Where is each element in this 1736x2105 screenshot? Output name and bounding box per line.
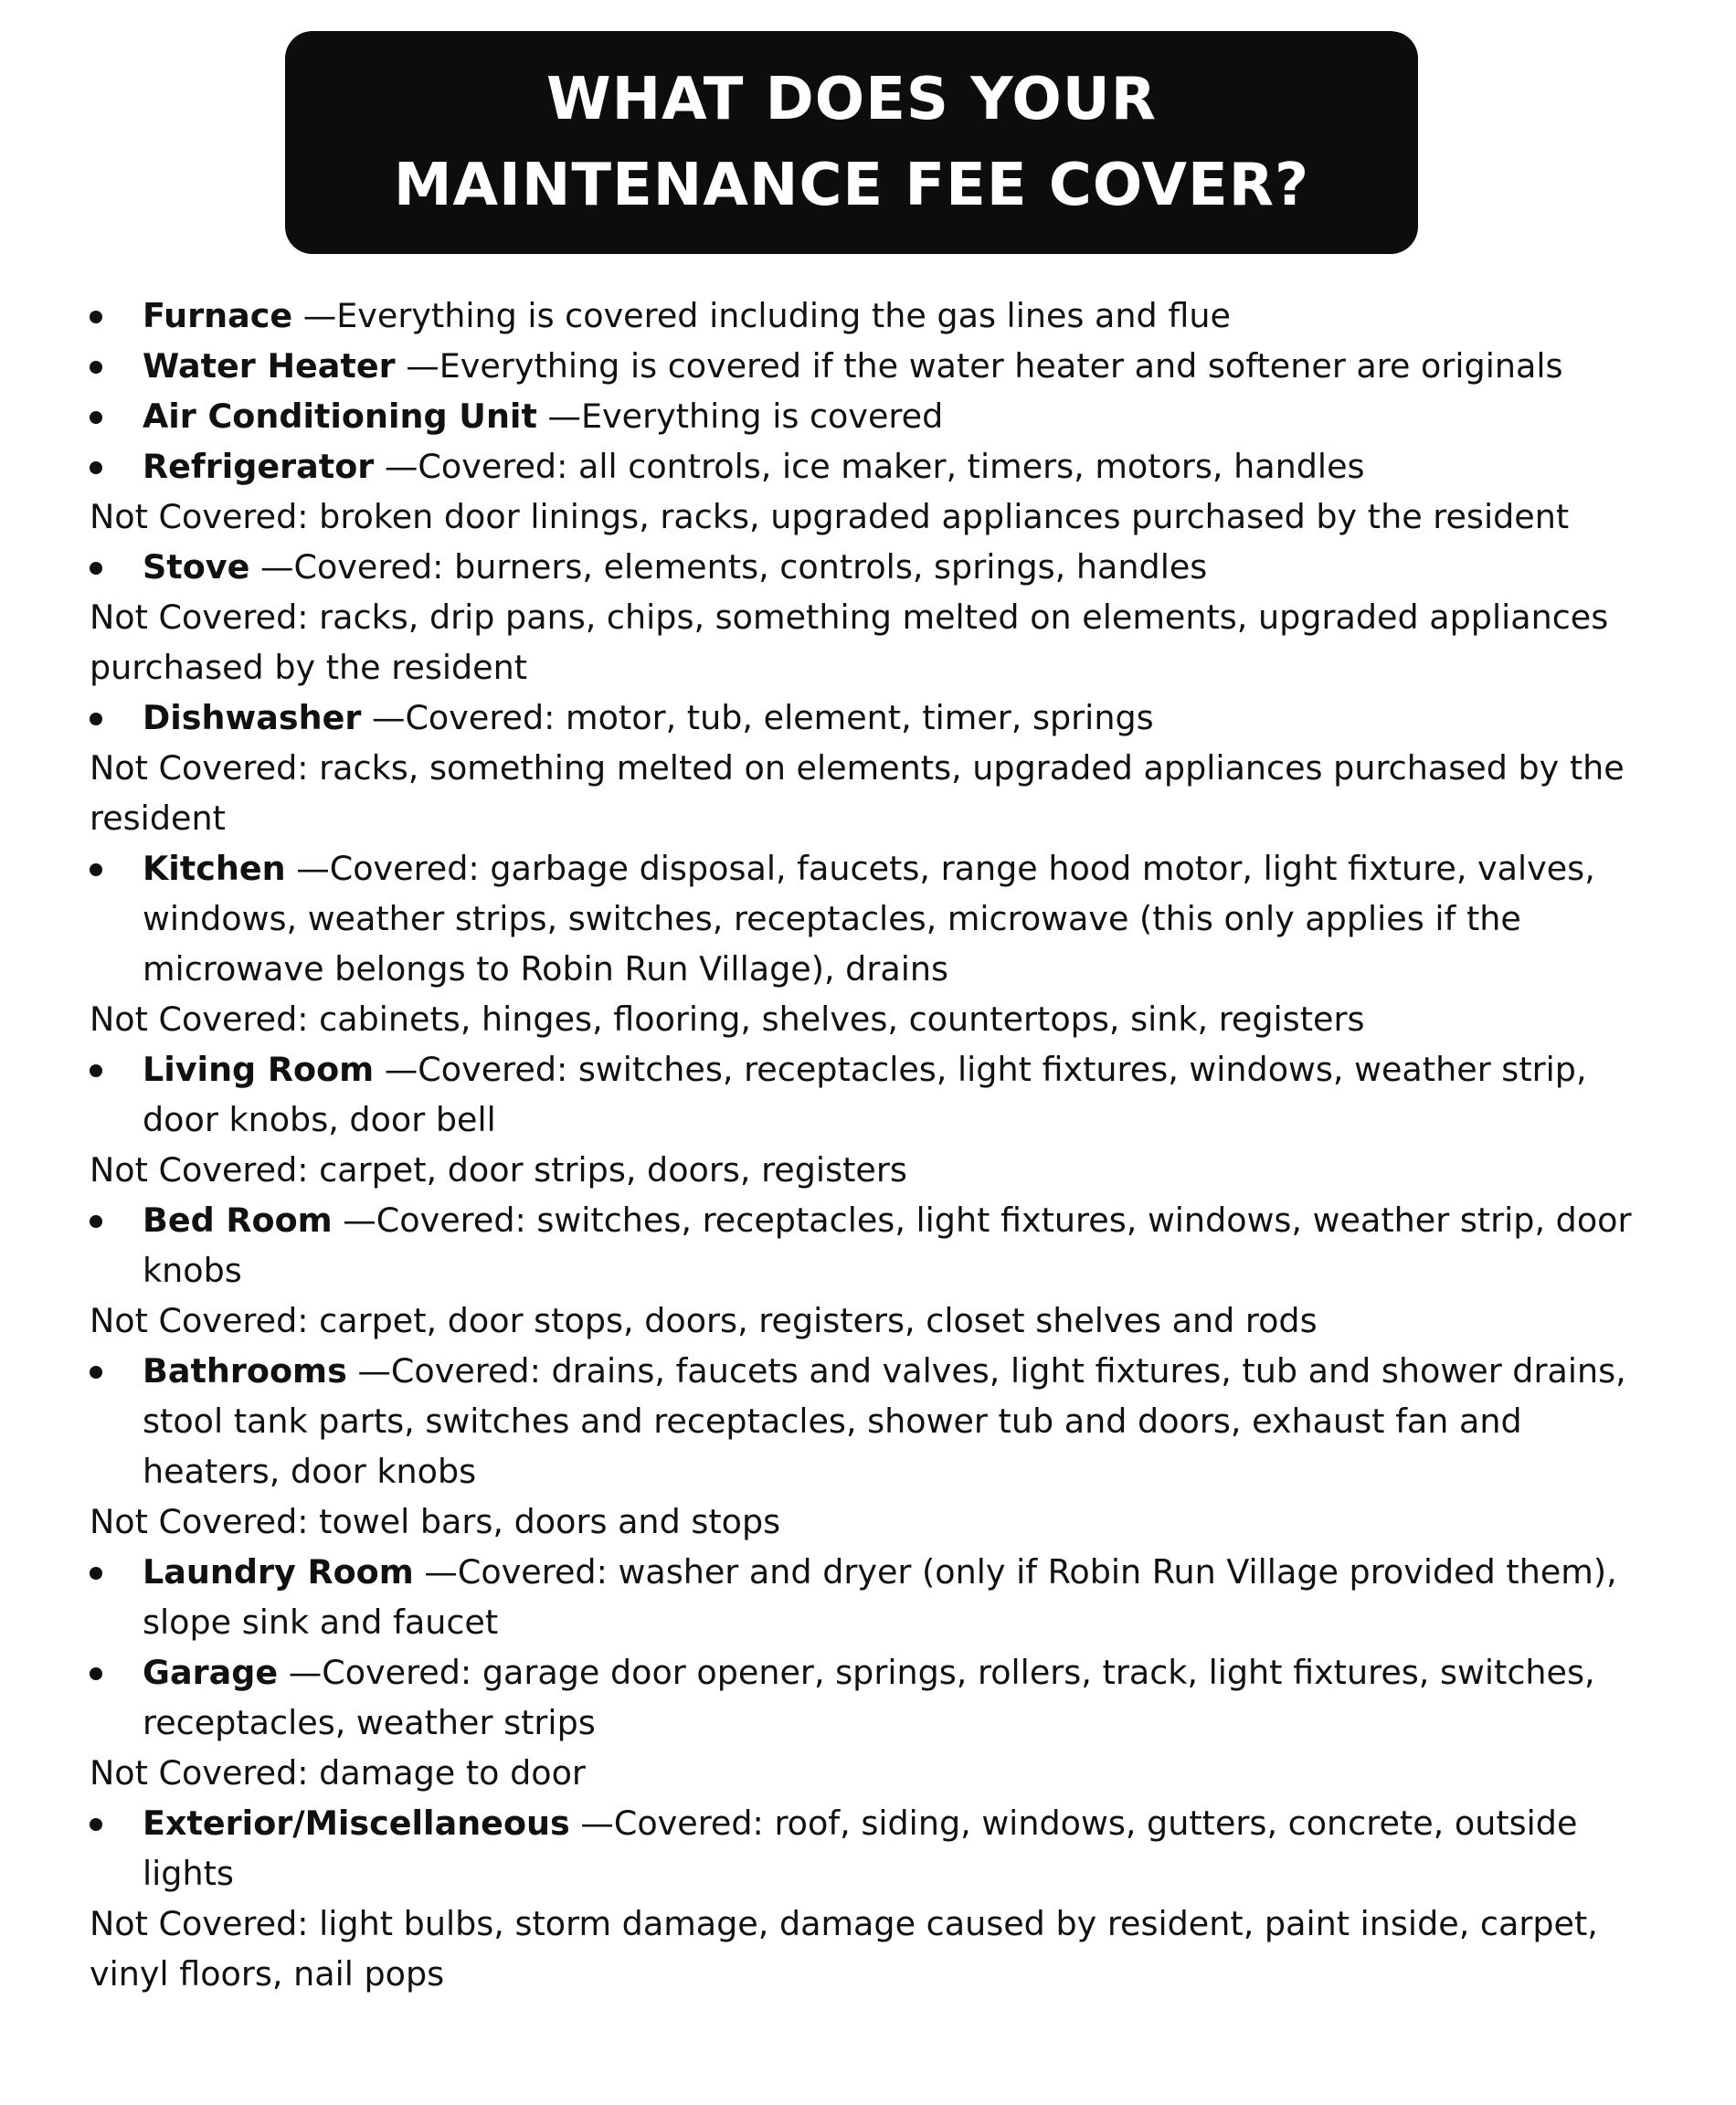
item-name: Laundry Room <box>143 1552 414 1592</box>
item-name: Bed Room <box>143 1201 333 1240</box>
list-item <box>90 391 1643 441</box>
list-item <box>90 843 1643 994</box>
page-title-line-1: WHAT DOES YOUR <box>546 66 1157 133</box>
bullet-icon <box>90 1667 102 1680</box>
bullet-icon <box>90 461 102 474</box>
item-covered-detail: —Everything is covered including the gas lines and flue <box>292 296 1231 335</box>
item-covered-detail: —Covered: garage door opener, springs, rollers, track, light fixtures, switches, receptacles, weather strips <box>143 1653 1595 1742</box>
page-title-line-2: MAINTENANCE FEE COVER? <box>393 152 1310 219</box>
item-covered-detail: —Everything is covered <box>536 397 944 436</box>
not-covered-note: Not Covered: carpet, door strips, doors, registers <box>90 1150 907 1190</box>
item-covered-detail: —Covered: motor, tub, element, timer, springs <box>361 698 1154 737</box>
not-covered-note: Not Covered: light bulbs, storm damage, damage caused by resident, paint inside, carpet, vinyl floors, nail pops <box>90 1904 1598 1994</box>
coverage-list <box>90 291 1643 1999</box>
bullet-icon <box>90 1064 102 1077</box>
item-name: Bathrooms <box>143 1351 347 1391</box>
item-covered-detail: —Covered: all controls, ice maker, timers, motors, handles <box>374 447 1365 486</box>
item-covered-detail: —Covered: roof, siding, windows, gutters, concrete, outside lights <box>143 1804 1578 1893</box>
item-name: Refrigerator <box>143 447 375 486</box>
list-item <box>90 1647 1643 1748</box>
item-name: Air Conditioning Unit <box>143 397 537 436</box>
not-covered-note: Not Covered: racks, something melted on elements, upgraded appliances purchased by the resident <box>90 748 1625 838</box>
list-item <box>90 1547 1643 1647</box>
item-name: Garage <box>143 1653 279 1692</box>
list-item <box>90 1346 1643 1497</box>
item-covered-detail: —Covered: burners, elements, controls, springs, handles <box>249 547 1208 587</box>
not-covered-note: Not Covered: racks, drip pans, chips, something melted on elements, upgraded appliances purchased by the resident <box>90 598 1609 687</box>
not-covered-note: Not Covered: damage to door <box>90 1753 586 1793</box>
not-covered-note: Not Covered: carpet, door stops, doors, registers, closet shelves and rods <box>90 1301 1318 1340</box>
bullet-icon <box>90 562 102 575</box>
item-covered-detail: —Covered: garbage disposal, faucets, range hood motor, light fixture, valves, windows, weather strips, switches, receptacles, microwave (this only applies if the microwave belongs to Robin Run Village), drains <box>143 849 1595 989</box>
item-name: Stove <box>143 547 250 587</box>
title-banner <box>285 31 1418 254</box>
list-item <box>90 542 1643 592</box>
bullet-icon <box>90 1818 102 1831</box>
bullet-icon <box>90 1567 102 1580</box>
item-name: Kitchen <box>143 849 286 888</box>
bullet-icon <box>90 863 102 876</box>
bullet-icon <box>90 1215 102 1228</box>
list-item <box>90 441 1643 492</box>
item-covered-detail: —Covered: drains, faucets and valves, light fixtures, tub and shower drains, stool tank parts, switches and receptacles, shower tub and doors, exhaust fan and heaters, door knobs <box>143 1351 1626 1491</box>
not-covered-note: Not Covered: towel bars, doors and stops <box>90 1502 781 1541</box>
list-item <box>90 1044 1643 1145</box>
item-covered-detail: —Covered: switches, receptacles, light fixtures, windows, weather strip, door knobs <box>143 1201 1632 1290</box>
not-covered-note: Not Covered: cabinets, hinges, flooring, shelves, countertops, sink, registers <box>90 1000 1365 1039</box>
list-item <box>90 1798 1643 1899</box>
item-name: Furnace <box>143 296 293 335</box>
item-covered-detail: —Everything is covered if the water heater and softener are originals <box>395 346 1563 386</box>
not-covered-note: Not Covered: broken door linings, racks, upgraded appliances purchased by the resident <box>90 497 1570 536</box>
item-name: Water Heater <box>143 346 396 386</box>
list-item <box>90 291 1643 341</box>
item-name: Exterior/Miscellaneous <box>143 1804 570 1843</box>
list-item <box>90 341 1643 391</box>
bullet-icon <box>90 411 102 424</box>
item-covered-detail: —Covered: switches, receptacles, light fixtures, windows, weather strip, door knobs, door bell <box>143 1050 1587 1139</box>
item-covered-detail: —Covered: washer and dryer (only if Robin Run Village provided them), slope sink and faucet <box>143 1552 1617 1642</box>
item-name: Living Room <box>143 1050 375 1089</box>
bullet-icon <box>90 1366 102 1379</box>
bullet-icon <box>90 311 102 323</box>
list-item <box>90 693 1643 743</box>
list-item <box>90 1195 1643 1296</box>
item-name: Dishwasher <box>143 698 362 737</box>
bullet-icon <box>90 361 102 374</box>
bullet-icon <box>90 713 102 725</box>
